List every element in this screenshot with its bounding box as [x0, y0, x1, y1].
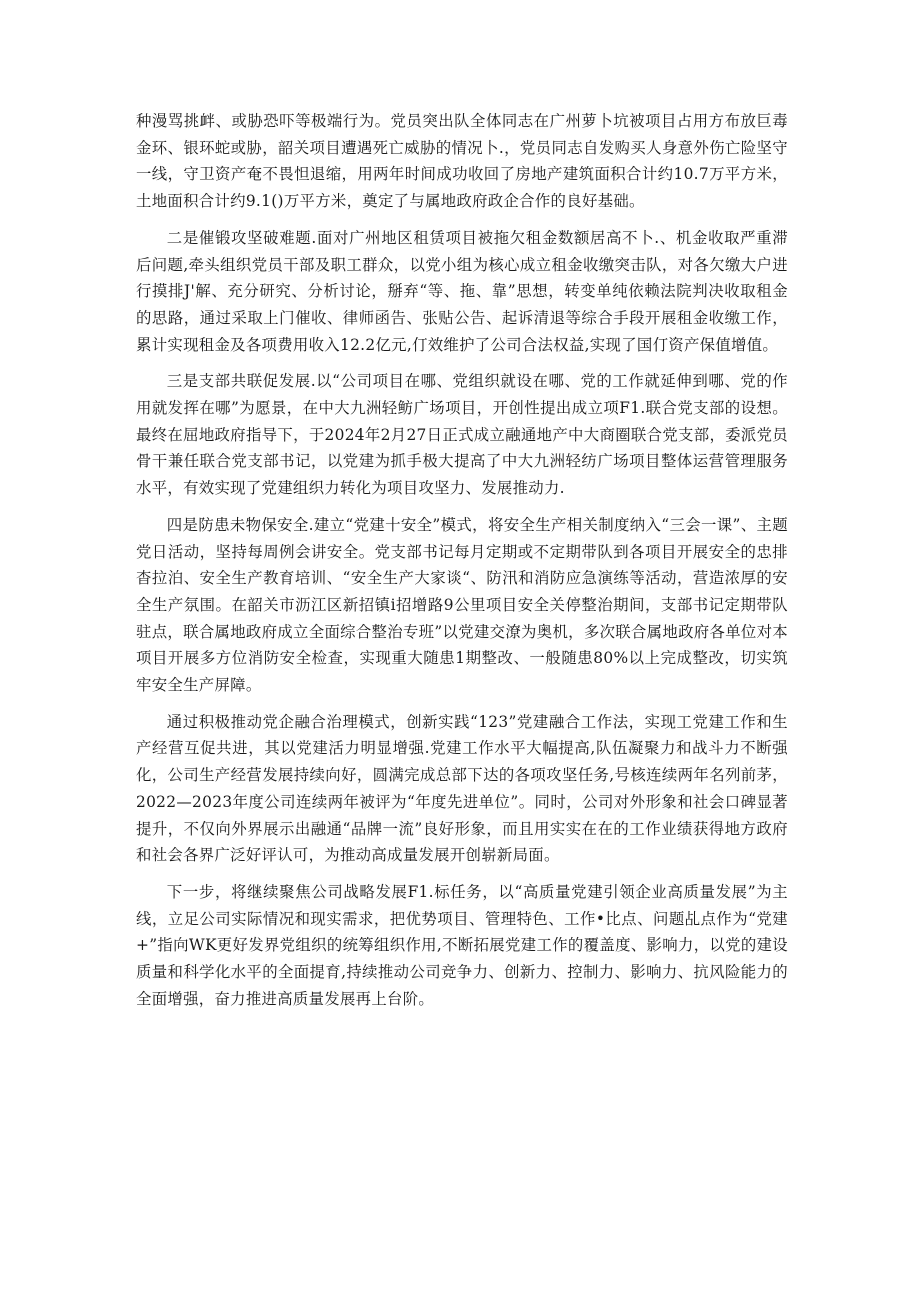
document-page — [136, 108, 788, 1023]
paragraph-1: 种漫骂挑衅、或胁恐吓等极端行为。党员突出队全体同志在广州萝卜坑被项目占用方布放巨毒金环、银环蛇或胁，韶关项目遭遇死亡威胁的情况卜.，党员同志自发购买人身意外伤亡险坚守一线，守卫资产奄不畏怛退缩，用两年时间成功收回了房地产建筑面积合计约10.7万平方米，土地面积合计约9.1()万平方米，奠定了与属地政府政企合作的良好基础。 — [136, 112, 788, 211]
paragraph-6: 下一步，将继续聚焦公司战略发展F1.标任务，以“高质量党建引领企业高质量发展”为主线，立足公司实际情况和现实需求，把优势项目、管理特色、工作•比点、问题乩点作为“党建+”指向WK更好发界党组织的统筹组织作用,不断拓展党建工作的覆盖度、影响力，以党的建设质量和科学化水平的全面提育,持续推动公司竞争力、创新力、控制力、影响力、抗风险能力的全面增强，奋力推进高质量发展再上台阶。 — [136, 882, 788, 1008]
paragraph-5: 通过积极推动党企融合治理模式，创新实践“123”党建融合工作法，实现工党建工作和生产经营互促共进，其以党建活力明显增强.党建工作水平大幅提高,队伍凝聚力和战斗力不断强化，公司生产经营发展持续向好，圆满完成总部下达的各项攻坚任务,号核连续两年名列前茅，2022—2023年度公司连续两年被评为“年度先进单位”。同时，公司对外形象和社会口碑显著提升，不仅向外界展示出融通“品牌一流”良好形象，而且用实实在在的工作业绩获得地方政府和社会各界广泛好评认可，为推动高成量发展开创崭新局面。 — [136, 712, 788, 865]
paragraph-2: 二是催锻攻坚破难题.面对广州地区租赁项目被拖欠租金数额居高不卜.、机金收取严重滞后问题,牵头组织党员干部及职工群众，以党小组为核心成立租金收缴突击队，对各欠缴大户进行摸排J'解、充分研究、分析讨论，掰弃“等、拖、靠”思想，转变单纯依赖法院判决收取租金的思路，通过采取上门催收、律师函告、张贴公告、起诉清退等综合手段开展租金收缴工作，累计实现租金及各项费用收入12.2亿元,仃效维护了公司合法权益,实现了国仃资产保值增值。 — [136, 228, 788, 354]
paragraph-4: 四是防患未物保安全.建立“党建十安全”模式，将安全生产相关制度纳入“三会一课”、主题党日活动，坚持每周例会讲安全。党支部书记每月定期或不定期带队到各项目开展安全的忠排杳拉泊、安全生产教育培训、“安全生产大家谈“、防汛和消防应急演练等活动，营造浓厚的安全生产氛围。在韶关市沥江区新招镇i招增路9公里项目安全关停整治期间，支部书记定期带队驻点，联合属地政府成立全面综合整治专班”以党建交潦为奥机，多次联合属地政府各单位对本项目开展多方位消防安全检查，实现重大随患1期整改、一般随患80%以上完成整改，切实筑牢安全生产屏障。 — [136, 515, 788, 695]
paragraph-3: 三是支部共联促发展.以“公司项目在哪、党组织就设在哪、党的工作就延伸到哪、党的作用就发挥在哪”为愿景，在中大九洲轻鲂广场项目，开创性提出成立项F1.联合党支部的设想。最终在屈地政府指导下，于2024年2月27日正式成立融通地产中大商圈联合党支部，委派党员骨干兼任联合党支部书记，以党建为抓手极大提高了中大九洲轻纺广场项目整体运营管理服务水平，有效实现了党建组织力转化为项目攻坚力、发展推动力. — [136, 372, 788, 498]
